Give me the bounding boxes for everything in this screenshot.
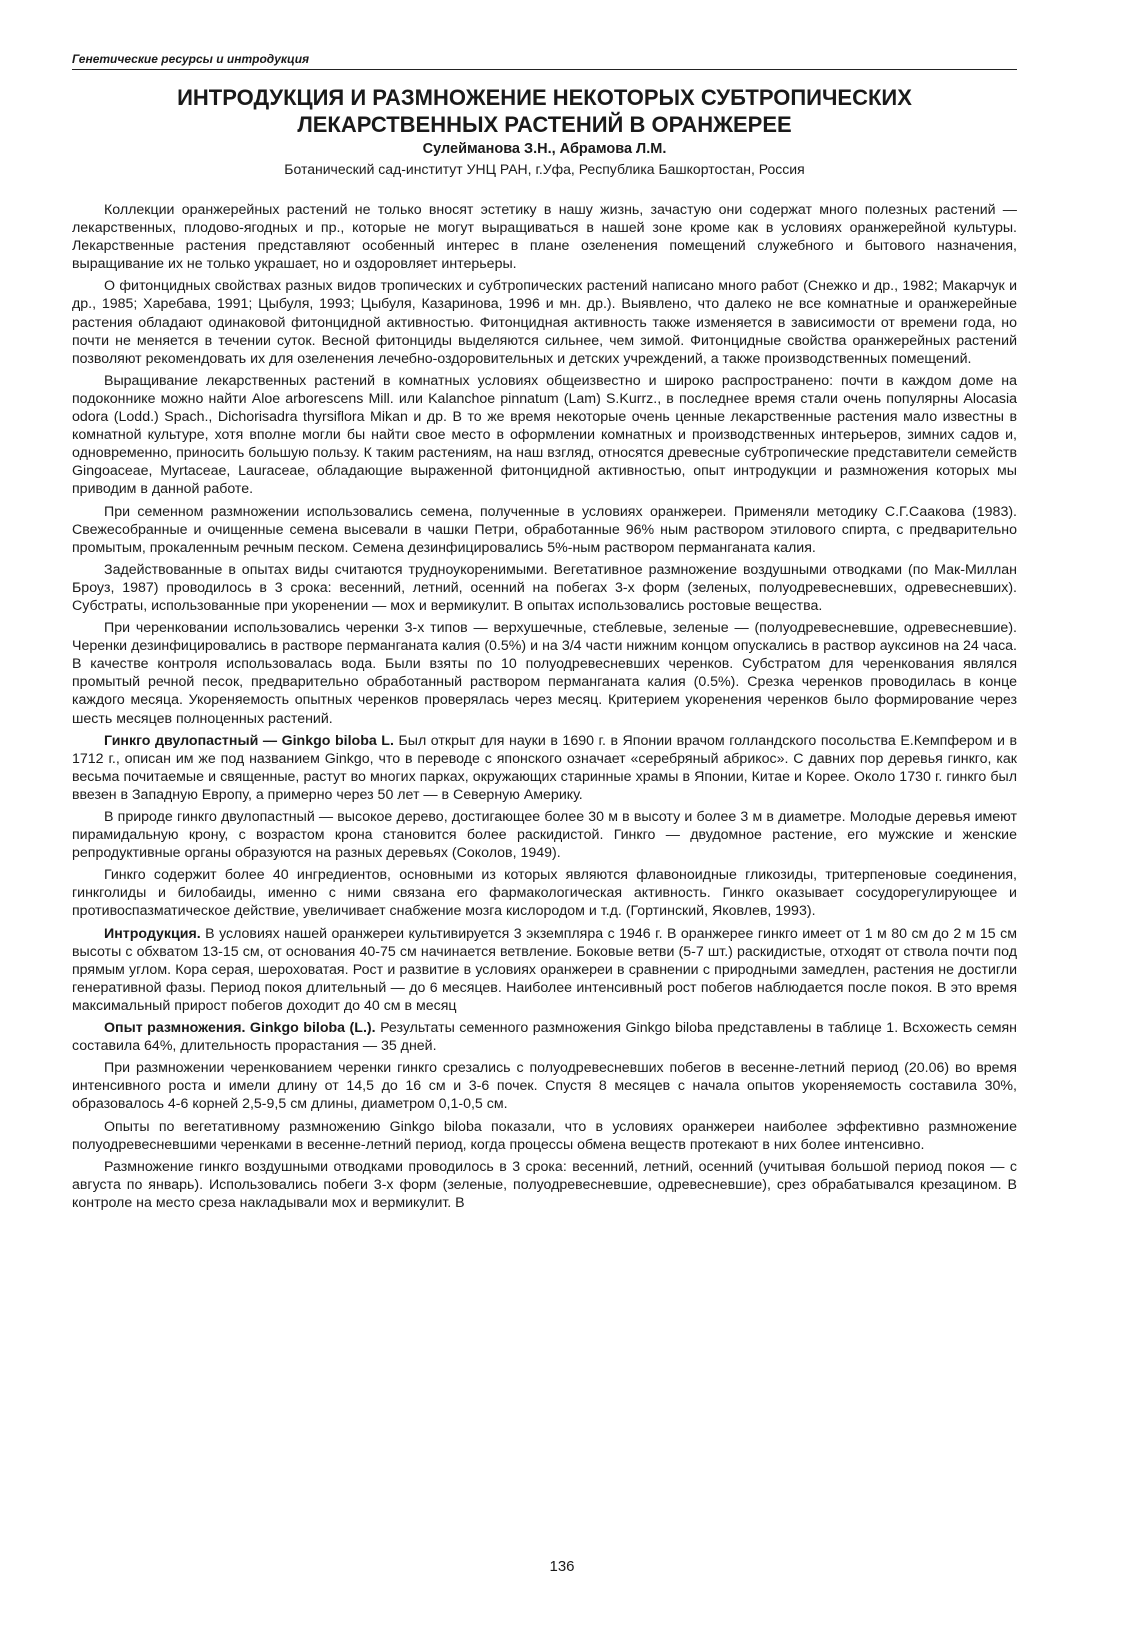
paragraph: Выращивание лекарственных растений в комнатных условиях общеизвестно и широко распространено: почти в каждом доме на подоконнике можно найти Aloe arborescens Mill. или Kalanchoe pinnatum (Lam) S.Kurrz., в последнее время стали очень популярны Alocasia odora (Lodd.) Spach., Dichorisadra thyrsiflora Mikan и др. В то же время некоторые очень ценные лекарственные растения мало известны в комнатной культуре, хотя вполне могли бы найти свое место в оформлении комнатных и производственных интерьеров, зимних садов и, одновременно, приносить большую пользу. К таким растениям, на наш взгляд, относятся древесные субтропические представители семейств Gingoaceae, Myrtaceae, Lauraceae, обладающие выраженной фитонцидной активностью, опыт интродукции и размножения которых мы приводим в данной работе. xyxy=(72,372,1017,498)
article-body xyxy=(72,201,1017,1212)
authors: Сулейманова З.Н., Абрамова Л.М. xyxy=(422,141,667,157)
paragraph: Коллекции оранжерейных растений не только вносят эстетику в нашу жизнь, зачастую они содержат много полезных растений — лекарственных, плодово-ягодных и пр., которые не могут выращиваться в нашей зоне кроме как в условиях оранжерейной культуры. Лекарственные растения представляют особенный интерес в плане озеленения помещений служебного и бытового назначения, выращивание их не только украшает, но и оздоровляет интерьеры. xyxy=(72,202,1017,273)
experiment-lead: Опыт размножения. Ginkgo biloba (L.). xyxy=(104,1020,376,1037)
paragraph: Опыты по вегетативному размножению Ginkgo biloba показали, что в условиях оранжереи наиболее эффективно размножение полуодревесневшими черенками в весенне-летний период, когда процессы обмена веществ протекают в них более интенсивно. xyxy=(72,1118,1017,1153)
page-number: 136 xyxy=(549,1558,575,1575)
paragraph: Задействованные в опытах виды считаются трудноукоренимыми. Вегетативное размножение воздушными отводками (по Мак-Миллан Броуз, 1987) проводилось в 3 срока: весенний, летний, осенний на побегах 3-х форм (зеленых, полуодревесневших, одревесневших). Субстраты, использованные при укоренении — мох и вермикулит. В опытах использовались ростовые вещества. xyxy=(72,561,1017,614)
ginkgo-text: Был открыт для науки в 1690 г. в Японии врачом голландского посольства Е.Кемпфером и в 1712 г., описан им же под названием Ginkgo, что в переводе с японского означает «серебряный абрикос». С давних пор деревья гинкго, как весьма почитаемые и священные, растут во многих парках, окружающих старинные храмы в Японии, Китае и Корее. Около 1730 г. гинкго был ввезен в Западную Европу, а примерно через 50 лет — в Северную Америку. xyxy=(72,732,1017,803)
paragraph: При черенковании использовались черенки 3-х типов — верхушечные, стеблевые, зеленые — (полуодревесневшие, одревесневшие). Черенки дезинфицировались в растворе перманганата калия (0.5%) и на 3/4 части нижним концом опускались в раствор ауксинов на 24 часа. В качестве контроля использовалась вода. Были взяты по 10 полуодревесневших черенков. Субстратом для черенкования являлся промытый речной песок, предварительно обработанный раствором перманганата калия (0.5%). Срезка черенков проводилась в конце каждого месяца. Укореняемость опытных черенков проверялась через месяц. Критерием укоренения черенков было формирование через шесть месяцев полноценных растений. xyxy=(72,620,1017,727)
paragraph: О фитонцидных свойствах разных видов тропических и субтропических растений написано много работ (Снежко и др., 1982; Макарчук и др., 1985; Харебава, 1991; Цыбуля, 1993; Цыбуля, Казаринова, 1996 и мн. др.). Выявлено, что далеко не все комнатные и оранжерейные растения обладают одинаковой фитонцидной активностью. Фитонцидная активность также изменяется в зависимости от времени года, но почти не меняется в течении суток. Весной фитонциды выделяются сильнее, чем зимой. Фитонцидные свойства оранжерейных растений позволяют рекомендовать их для озеленения лечебно-оздоровительных и детских учреждений, а также производственных помещений. xyxy=(72,278,1017,367)
paragraph: При семенном размножении использовались семена, полученные в условиях оранжереи. Применяли методику С.Г.Саакова (1983). Свежесобранные и очищенные семена высевали в чашки Петри, обработанные 96% ным раствором этилового спирта, с предварительно промытым, прокаленным речным песком. Семена дезинфицировались 5%-ным раствором перманганата калия. xyxy=(72,503,1017,556)
running-head: Генетические ресурсы и интродукция xyxy=(72,52,1017,70)
page xyxy=(72,52,1017,1216)
introduction-lead: Интродукция. xyxy=(104,925,201,942)
ginkgo-lead: Гинкго двулопастный — Ginkgo biloba L. xyxy=(104,732,394,749)
experiment-text: Результаты семенного размножения Ginkgo biloba представлены в таблице 1. Всхожесть семян составила 64%, длительность прорастания — 35 дней. xyxy=(72,1020,1017,1055)
paragraph: Гинкго содержит более 40 ингредиентов, основными из которых являются флавоноидные гликозиды, тритерпеновые соединения, гинкголиды и билобаиды, именно с ними связана его фармакологическая активность. Гинкго оказывает сосудорегулирующее и противоспазматическое действие, увеличивает снабжение мозга кислородом и т.д. (Гортинский, Яковлев, 1993). xyxy=(72,867,1017,920)
affiliation: Ботанический сад-институт УНЦ РАН, г.Уфа, Республика Башкортостан, Россия xyxy=(284,161,805,177)
paragraph: В природе гинкго двулопастный — высокое дерево, достигающее более 30 м в высоту и более 3 м в диаметре. Молодые деревья имеют пирамидальную крону, с возрастом крона становится более раскидистой. Гинкго — двудомное растение, его мужские и женские репродуктивные органы образуются на разных деревьях (Соколов, 1949). xyxy=(72,809,1017,862)
paragraph: При размножении черенкованием черенки гинкго срезались с полуодревесневших побегов в весенне-летний период (20.06) во время интенсивного роста и имели длину от 14,5 до 16 см и 3-6 почек. Спустя 8 месяцев с начала опытов укореняемость составила 30%, образовалось 4-6 корней 2,5-9,5 см длины, диаметром 0,1-0,5 см. xyxy=(72,1060,1017,1113)
article-title: ИНТРОДУКЦИЯ И РАЗМНОЖЕНИЕ НЕКОТОРЫХ СУБТРОПИЧЕСКИХ ЛЕКАРСТВЕННЫХ РАСТЕНИЙ В ОРАНЖЕРЕЕ xyxy=(177,85,912,137)
paragraph-introduction xyxy=(72,925,1017,1015)
paragraph: Размножение гинкго воздушными отводками проводилось в 3 срока: весенний, летний, осенний (учитывая большой период покоя — с августа по январь). Использовались побеги 3-х форм (зеленые, полуодревесневшие, одревесневшие), срез обрабатывался крезацином. В контроле на место среза накладывали мох и вермикулит. В xyxy=(72,1158,1017,1211)
introduction-text: В условиях нашей оранжереи культивируется 3 экземпляра с 1946 г. В оранжерее гинкго имеет от 1 м 80 см до 2 м 15 см высоты с обхватом 13-15 см, от основания 40-75 см начинается ветвление. Боковые ветви (5-7 шт.) раскидистые, отходят от ствола почти под прямым углом. Кора серая, шероховатая. Рост и развитие в условиях оранжереи в сравнении с природными замедлен, растения не достигли генеративной фазы. Период покоя длительный — до 6 месяцев. Наиболее интенсивный рост побегов наблюдается после покоя. В это время максимальный прирост побегов доходит до 40 см в месяц xyxy=(72,925,1017,1014)
paragraph-experiment xyxy=(72,1019,1017,1055)
paragraph-ginkgo xyxy=(72,732,1017,804)
